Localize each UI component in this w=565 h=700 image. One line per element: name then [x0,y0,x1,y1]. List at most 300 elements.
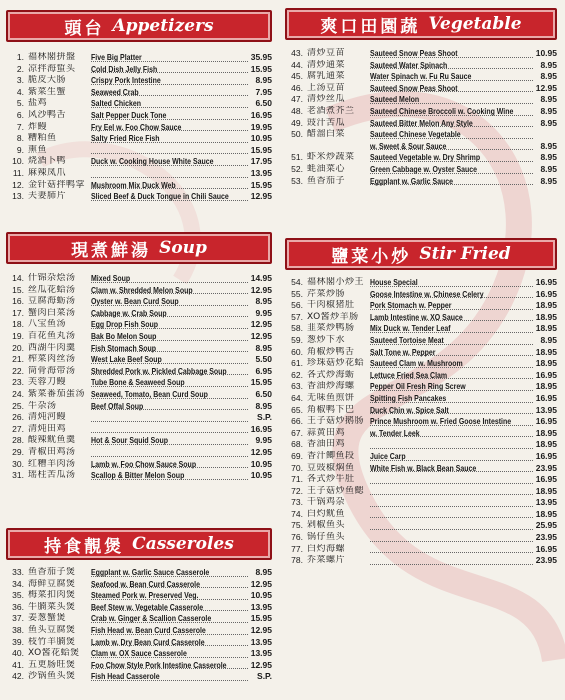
item-chinese-name: 筒骨海带汤 [28,365,76,376]
item-chinese-name: 烧酒卜鸭 [28,156,67,167]
item-chinese-name: 夫妻肺片 [28,191,67,202]
item-english-name: Sauteed Melon [370,94,420,105]
item-number: 31. [12,470,24,481]
menu-item [6,156,272,168]
menu-item [6,660,272,672]
item-chinese-name: 王子菇炒鱼鳃 [307,485,365,496]
item-chinese-name: 虾米炒蔬菜 [307,152,355,163]
menu-item [285,544,557,556]
item-number: 59. [291,334,303,345]
item-english-name: Pepper Oil Fresh Ring Screw [370,381,466,392]
item-chinese-name: 蚝油菜心 [307,163,346,174]
item-price: 16.95 [535,450,557,461]
section-title-chinese: 爽口田園蔬 [320,16,421,37]
item-number: 1. [16,52,24,62]
item-number: 50. [291,129,303,140]
item-price: 10.95 [250,458,272,469]
item-chinese-name: 香汁鲫鱼段 [307,450,355,461]
vegetable-header [285,8,557,40]
item-number: 55. [291,288,303,299]
item-number: 2. [16,63,24,74]
item-english-name: Lamb w. Dry Bean Curd Casserole [91,636,205,647]
item-chinese-name: 韭菜炒鸭肠 [307,323,355,334]
item-chinese-name: 百花鱼丸汤 [28,330,76,341]
item-english-name: Eggplant w. Garlic Sauce [370,175,454,186]
item-chinese-name: 榨菜肉丝汤 [28,354,76,365]
item-english-name: Egg Drop Fish Soup [91,319,158,330]
menu-item [6,98,272,110]
item-number: 64. [291,392,303,403]
item-number: 70. [291,462,303,473]
item-price: 23.95 [535,532,557,543]
item-number: 28. [12,435,24,446]
menu-item [285,509,557,521]
item-chinese-name: 豆腐海蛎汤 [28,296,76,307]
menu-item [285,106,557,118]
item-price: 12.95 [250,446,272,457]
item-price: 8.95 [540,117,557,128]
item-number: 76. [291,532,303,543]
item-english-name: Lamb Intestine w. XO Sauce [370,311,463,322]
menu-item [285,277,557,289]
item-english-name: Juice Carp [370,450,406,461]
item-chinese-name: 麻辣凤爪 [28,167,67,178]
menu-item [285,129,557,141]
item-chinese-name: 海鲜豆腐煲 [28,578,76,589]
menu-item [285,555,557,567]
item-english-name: Pork Stomach w. Pepper [370,300,452,311]
menu-item [6,579,272,591]
item-number: 6. [16,109,24,120]
item-number: 44. [291,59,303,70]
item-english-name: Duck w. Cooking House White Sauce [91,156,214,167]
menu-item [6,602,272,614]
item-price: 18.95 [535,381,557,392]
menu-item [285,463,557,475]
item-number: 53. [291,175,303,186]
menu-item [6,191,272,203]
item-chinese-name: 鱼头豆腐煲 [28,624,76,635]
item-number: 17. [12,307,24,318]
item-english-name: Sauteed Bitter Melon Any Style [370,117,473,128]
section-title-chinese: 持食靚煲 [44,536,125,557]
item-number: 75. [291,520,303,531]
menu-item [285,393,557,405]
item-chinese-name: 鱼香茄子 [307,175,346,186]
item-number: 72. [291,485,303,496]
item-number: 16. [12,296,24,307]
menu-item [285,152,557,164]
item-chinese-name: 清炒丝瓜 [307,94,346,105]
item-english-name: Fish Stomach Soup [91,342,157,353]
menu-item [285,48,557,60]
item-price: 8.95 [540,94,557,105]
leader-dots [370,564,533,565]
menu-item [285,497,557,509]
item-chinese-name: 熏鱼 [28,144,48,155]
menu-item [6,590,272,602]
item-chinese-name: 牛腩菜头煲 [28,601,76,612]
casseroles-header [6,528,272,560]
item-price: 8.95 [540,140,557,151]
leader-dots [91,153,248,154]
item-number: 51. [291,152,303,163]
menu-item [6,331,272,343]
item-chinese-name: 香油田鸡 [307,439,346,450]
section-title-english: Soup [159,238,207,258]
item-price: 5.50 [255,354,272,365]
item-english-name: Duck Chin w. Spice Salt [370,404,449,415]
menu-item [6,447,272,459]
menu-item [6,424,272,436]
item-english-name: w. Tender Leek [370,427,420,438]
item-number: 65. [291,404,303,415]
item-price: 8.95 [540,334,557,345]
item-english-name: Fish Head Casserole [91,671,160,682]
item-price: 18.95 [535,485,557,496]
item-number: 45. [291,71,303,82]
item-chinese-name: 鱼香茄子煲 [28,567,76,577]
menu-item [285,176,557,188]
item-price: 7.95 [255,86,272,97]
item-number: 78. [291,555,303,566]
item-english-name: Sliced Beef & Duck Tongue in Chili Sauce [91,191,229,202]
item-chinese-name: 八宝鱼汤 [28,319,67,330]
menu-item [6,180,272,192]
item-chinese-name: XO酱炒羊肠 [307,311,359,322]
leader-dots [370,517,533,518]
item-chinese-name: 角椒炒鸭舌 [307,346,355,357]
menu-item [6,671,272,683]
item-price: 10.95 [250,590,272,601]
item-number: 38. [12,624,24,635]
menu-item [6,145,272,157]
item-price: 10.95 [250,133,272,144]
item-number: 12. [12,179,24,190]
item-number: 27. [12,423,24,434]
item-number: 58. [291,323,303,334]
item-price: 16.95 [250,423,272,434]
menu-item [285,405,557,417]
menu-item [285,323,557,335]
item-chinese-name: 腐乳通菜 [307,71,346,82]
item-price: 12.95 [250,659,272,670]
item-price: 6.50 [255,98,272,109]
item-chinese-name: 清炒豆苗 [307,48,346,58]
menu-item [6,459,272,471]
section-title-english: Stir Fried [419,244,511,264]
item-english-name: Hot & Sour Squid Soup [91,435,169,446]
vegetable-list [285,48,557,187]
item-number: 23. [12,377,24,388]
item-price: 12.95 [250,624,272,635]
item-price: 13.95 [250,636,272,647]
item-number: 52. [291,163,303,174]
item-price: 9.95 [255,435,272,446]
item-english-name: Seafood w. Bean Curd Casserole [91,578,200,589]
item-number: 49. [291,117,303,128]
menu-item [6,613,272,625]
item-price: 16.95 [535,369,557,380]
menu-item [285,312,557,324]
leader-dots [370,552,533,553]
menu-item [285,370,557,382]
item-english-name: Foo Chow Style Pork Intestine Casserole [91,659,227,670]
casseroles-list [6,567,272,683]
item-number: 71. [291,474,303,485]
item-number: 74. [291,508,303,519]
item-number: 5. [16,98,24,109]
leader-dots [91,421,248,422]
item-price: 10.95 [535,48,557,58]
menu-item [285,118,557,130]
item-chinese-name: 西湖牛肉羹 [28,342,76,353]
item-english-name: Clam w. OX Sauce Casserole [91,648,187,659]
item-number: 25. [12,400,24,411]
menu-item [6,133,272,145]
item-chinese-name: 福林閣小炒王 [307,277,365,287]
item-price: 8.95 [255,296,272,307]
item-english-name: Seaweed, Tomato, Bean Curd Soup [91,388,208,399]
item-chinese-name: 炸鳗 [28,121,48,132]
item-price: 18.95 [535,427,557,438]
item-price: S.P. [257,412,272,423]
menu-item [285,532,557,544]
soup-header [6,232,272,264]
item-number: 40. [12,648,24,659]
item-price: 8.95 [540,152,557,163]
item-price: 13.95 [250,167,272,178]
item-number: 26. [12,412,24,423]
menu-item [285,164,557,176]
item-english-name: Sauteed Tortoise Meat [370,334,444,345]
item-chinese-name: 福林閣拼盤 [28,52,76,62]
item-chinese-name: 红糟羊肉汤 [28,458,76,469]
item-price: 8.95 [255,567,272,577]
item-english-name: Crab w. Ginger & Scallion Casserole [91,613,212,624]
menu-item [285,347,557,359]
item-price: 35.95 [250,52,272,62]
item-price: 23.95 [535,462,557,473]
item-number: 41. [12,659,24,670]
item-chinese-name: 姜葱蟹煲 [28,613,67,624]
item-price: 17.95 [250,156,272,167]
item-english-name: Sauteed Water Spinach [370,59,448,70]
leader-dots [91,456,248,457]
item-price: 8.95 [540,105,557,116]
menu-item [6,470,272,482]
menu-item [6,354,272,366]
item-chinese-name: 什锦杂烩汤 [28,273,76,283]
item-price: 18.95 [535,346,557,357]
item-number: 68. [291,439,303,450]
item-number: 19. [12,330,24,341]
item-chinese-name: 上汤豆苗 [307,82,346,93]
menu-item [285,300,557,312]
appetizers-header [6,10,272,42]
item-number: 48. [291,105,303,116]
item-number: 20. [12,342,24,353]
item-price: 12.95 [250,578,272,589]
item-english-name: Tube Bone & Seaweed Soup [91,377,185,388]
item-price: 18.95 [535,300,557,311]
item-price: 13.95 [250,648,272,659]
item-english-name: Mixed Soup [91,273,131,283]
item-number: 62. [291,369,303,380]
item-price: 14.95 [250,273,272,283]
item-english-name: White Fish w. Black Bean Sauce [370,462,477,473]
section-title-chinese: 鹽菜小炒 [331,246,412,267]
leader-dots [370,448,533,449]
item-price: 15.95 [250,179,272,190]
item-english-name: Beef Offal Soup [91,400,144,411]
item-price: 8.95 [540,59,557,70]
item-english-name: Crispy Pork Intestine [91,75,161,86]
item-chinese-name: 老酒煮芥兰 [307,105,355,116]
item-price: 12.95 [250,319,272,330]
item-chinese-name: 金针菇拌鸭掌 [28,179,86,190]
leader-dots [370,494,533,495]
item-chinese-name: 紫菜番茄蛋汤 [28,388,86,399]
item-chinese-name: 糟粕鱼 [28,133,57,144]
item-chinese-name: 白灼海螺 [307,543,346,554]
item-price: 12.95 [535,82,557,93]
item-price: 12.95 [250,284,272,295]
menu-item [285,358,557,370]
item-chinese-name: 白灼鱿鱼 [307,508,346,519]
menu-item [6,122,272,134]
item-english-name: Salted Chicken [91,98,141,109]
item-chinese-name: 清炖田鸡 [28,423,67,434]
item-english-name: Goose Intestine w. Chinese Celery [370,288,484,299]
item-number: 63. [291,381,303,392]
menu-item [6,435,272,447]
item-chinese-name: 凉拌海蜇头 [28,63,76,74]
item-chinese-name: 醋溜白菜 [307,129,346,140]
soup-list [6,273,272,482]
item-price: 18.95 [535,358,557,369]
item-number: 3. [16,75,24,86]
item-english-name: Cold Dish Jelly Fish [91,63,158,74]
item-price: S.P. [257,671,272,682]
menu-item [285,486,557,498]
menu-item [6,637,272,649]
item-number: 73. [291,497,303,508]
section-title-english: Appetizers [112,16,214,36]
item-chinese-name: 牛杂汤 [28,400,57,411]
item-number: 18. [12,319,24,330]
item-price: 6.50 [255,388,272,399]
item-number: 39. [12,636,24,647]
item-english-name: Five Big Platter [91,52,142,62]
menu-item [6,75,272,87]
menu-item [285,141,557,153]
leader-dots [91,432,248,433]
item-number: 7. [16,121,24,132]
item-number: 14. [12,273,24,283]
item-price: 18.95 [535,323,557,334]
item-number: 13. [12,191,24,202]
item-chinese-name: 瑶柱苦瓜汤 [28,470,76,481]
item-number: 47. [291,94,303,105]
item-english-name: Cabbage w. Crab Soup [91,307,167,318]
menu-item [285,416,557,428]
menu-item [6,412,272,424]
item-chinese-name: 珍珠菇炒花蛤 [307,358,365,369]
item-price: 19.95 [250,121,272,132]
item-price: 23.95 [535,555,557,566]
item-chinese-name: 枝竹羊腩煲 [28,636,76,647]
leader-dots [91,177,248,178]
item-number: 21. [12,354,24,365]
item-number: 8. [16,133,24,144]
item-english-name: Sauteed Snow Peas Shoot [370,82,458,93]
item-price: 16.95 [535,416,557,427]
item-number: 34. [12,578,24,589]
item-price: 16.95 [535,288,557,299]
item-chinese-name: 王子菇炒鹅肠 [307,416,365,427]
item-price: 13.95 [250,601,272,612]
item-number: 4. [16,86,24,97]
item-price: 25.95 [535,520,557,531]
item-english-name: Water Spinach w. Fu Ru Sauce [370,71,472,82]
item-number: 54. [291,277,303,287]
leader-dots [370,529,533,530]
item-english-name: Sauteed Chinese Vegetable [370,129,461,140]
item-price: 16.95 [535,543,557,554]
menu-item [285,520,557,532]
item-price: 13.95 [535,497,557,508]
stir-fried-header [285,238,557,270]
item-chinese-name: 风沙鸭舌 [28,109,67,120]
section-title-english: Casseroles [132,534,234,554]
item-chinese-name: 青椒田鸡汤 [28,446,76,457]
leader-dots [370,483,533,484]
menu-item [6,377,272,389]
menu-item [6,296,272,308]
item-number: 42. [12,671,24,682]
menu-item [6,648,272,660]
item-english-name: Seaweed Crab [91,86,139,97]
menu-item [285,381,557,393]
menu-item [6,366,272,378]
item-english-name: Mix Duck w. Tender Leaf [370,323,451,334]
item-english-name: West Lake Beef Soup [91,354,162,365]
menu-item [6,389,272,401]
item-number: 24. [12,388,24,399]
item-number: 69. [291,450,303,461]
item-chinese-name: 角椒鸭下巴 [307,404,355,415]
menu-item [6,168,272,180]
menu-item [285,451,557,463]
item-chinese-name: 芹菜炒肠 [307,288,346,299]
item-chinese-name: 葱炒下水 [307,334,346,345]
item-chinese-name: 蟹肉白菜汤 [28,307,76,318]
item-english-name: Oyster w. Bean Curd Soup [91,296,179,307]
item-chinese-name: 蒜黄田鸡 [307,427,346,438]
item-chinese-name: 丝瓜花蛤汤 [28,284,76,295]
item-price: 16.95 [535,277,557,287]
item-price: 10.95 [250,470,272,481]
item-number: 61. [291,358,303,369]
item-english-name: Steamed Pork w. Preserved Veg. [91,590,199,601]
item-chinese-name: 锅仔鱼头 [307,532,346,543]
item-number: 77. [291,543,303,554]
item-number: 10. [12,156,24,167]
section-title-chinese: 現煮鮮湯 [71,240,152,261]
menu-item [6,110,272,122]
item-price: 8.95 [255,75,272,86]
